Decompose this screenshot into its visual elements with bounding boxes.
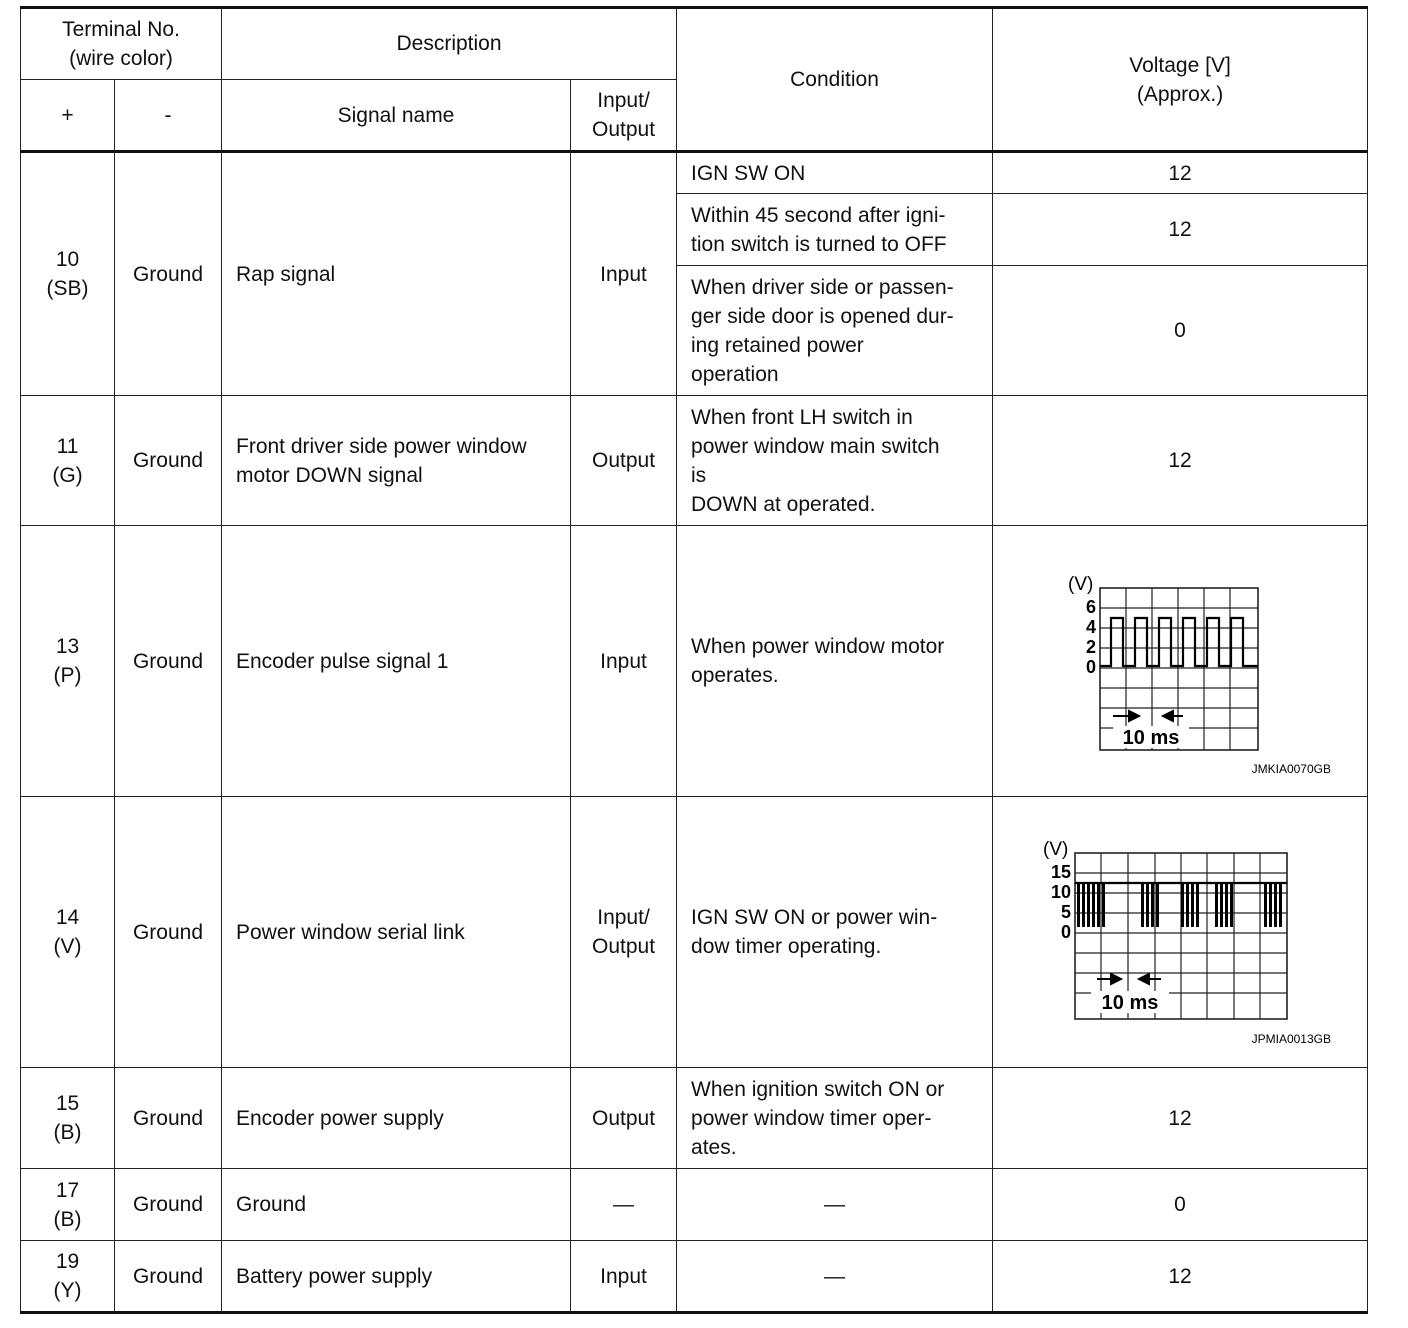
header-plus: + <box>21 80 115 152</box>
io-14: Input/ Output <box>571 797 677 1068</box>
signal-front-driver-down: Front driver side power window motor DOWN signal <box>222 396 571 526</box>
time-scale-label-14: 10 ms <box>1101 992 1159 1014</box>
serial-link-waveform <box>993 797 1367 1059</box>
voltage-11: 12 <box>993 396 1368 526</box>
io-11: Output <box>571 396 677 526</box>
voltage-15: 12 <box>993 1068 1368 1169</box>
condition-10-b: Within 45 second after igni- tion switch is turned to OFF <box>677 194 993 266</box>
io-15: Output <box>571 1068 677 1169</box>
signal-encoder-pulse: Encoder pulse signal 1 <box>222 526 571 797</box>
header-voltage: Voltage [V] (Approx.) <box>993 8 1368 152</box>
io-17: — <box>571 1169 677 1241</box>
header-terminal: Terminal No. (wire color) <box>21 8 222 80</box>
header-condition: Condition <box>677 8 993 152</box>
tick-label: 2 <box>1086 637 1097 657</box>
tick-label: 10 <box>1050 882 1072 902</box>
io-10: Input <box>571 152 677 396</box>
ground-17: Ground <box>115 1169 222 1241</box>
terminal-17: 17 (B) <box>21 1169 115 1241</box>
header-input-output: Input/ Output <box>571 80 677 152</box>
condition-14: IGN SW ON or power win- dow timer operating. <box>677 797 993 1068</box>
signal-ground: Ground <box>222 1169 571 1241</box>
terminal-11: 11 (G) <box>21 396 115 526</box>
tick-label: 0 <box>1061 922 1072 942</box>
ground-11: Ground <box>115 396 222 526</box>
encoder-pulse-waveform <box>993 526 1367 788</box>
voltage-17: 0 <box>993 1169 1368 1241</box>
tick-label: 6 <box>1086 597 1097 617</box>
header-description: Description <box>222 8 677 80</box>
condition-15: When ignition switch ON or power window timer oper- ates. <box>677 1068 993 1169</box>
figure-code-14: JPMIA0013GB <box>1251 1032 1332 1046</box>
header-signal-name: Signal name <box>222 80 571 152</box>
io-19: Input <box>571 1241 677 1313</box>
figure-code-13: JMKIA0070GB <box>1251 762 1332 776</box>
ground-14: Ground <box>115 797 222 1068</box>
time-scale-label-13: 10 ms <box>1122 727 1180 749</box>
tick-label: 5 <box>1061 902 1072 922</box>
io-13: Input <box>571 526 677 797</box>
tick-label: 0 <box>1086 657 1097 677</box>
terminal-13: 13 (P) <box>21 526 115 797</box>
condition-17: — <box>677 1169 993 1241</box>
signal-serial-link: Power window serial link <box>222 797 571 1068</box>
unit-label-14: (V) <box>1043 839 1069 860</box>
unit-label-13: (V) <box>1068 574 1094 595</box>
tick-label: 15 <box>1050 862 1072 882</box>
ground-13: Ground <box>115 526 222 797</box>
ground-10: Ground <box>115 152 222 396</box>
waveform-cell-14 <box>993 797 1368 1068</box>
condition-11: When front LH switch in power window main switch is DOWN at operated. <box>677 396 993 526</box>
terminal-19: 19 (Y) <box>21 1241 115 1313</box>
signal-encoder-power: Encoder power supply <box>222 1068 571 1169</box>
condition-10-a: IGN SW ON <box>677 152 993 194</box>
condition-19: — <box>677 1241 993 1313</box>
tick-label: 4 <box>1086 617 1097 637</box>
terminal-10: 10 (SB) <box>21 152 115 396</box>
terminal-spec-table <box>20 6 1368 1314</box>
condition-13: When power window motor operates. <box>677 526 993 797</box>
signal-battery-power: Battery power supply <box>222 1241 571 1313</box>
ground-15: Ground <box>115 1068 222 1169</box>
signal-rap: Rap signal <box>222 152 571 396</box>
ground-19: Ground <box>115 1241 222 1313</box>
voltage-10-b: 12 <box>993 194 1368 266</box>
condition-10-c: When driver side or passen- ger side door is opened dur- ing retained power operation <box>677 266 993 396</box>
header-minus: - <box>115 80 222 152</box>
voltage-19: 12 <box>993 1241 1368 1313</box>
voltage-10-c: 0 <box>993 266 1368 396</box>
terminal-15: 15 (B) <box>21 1068 115 1169</box>
terminal-14: 14 (V) <box>21 797 115 1068</box>
voltage-10-a: 12 <box>993 152 1368 194</box>
waveform-cell-13 <box>993 526 1368 797</box>
